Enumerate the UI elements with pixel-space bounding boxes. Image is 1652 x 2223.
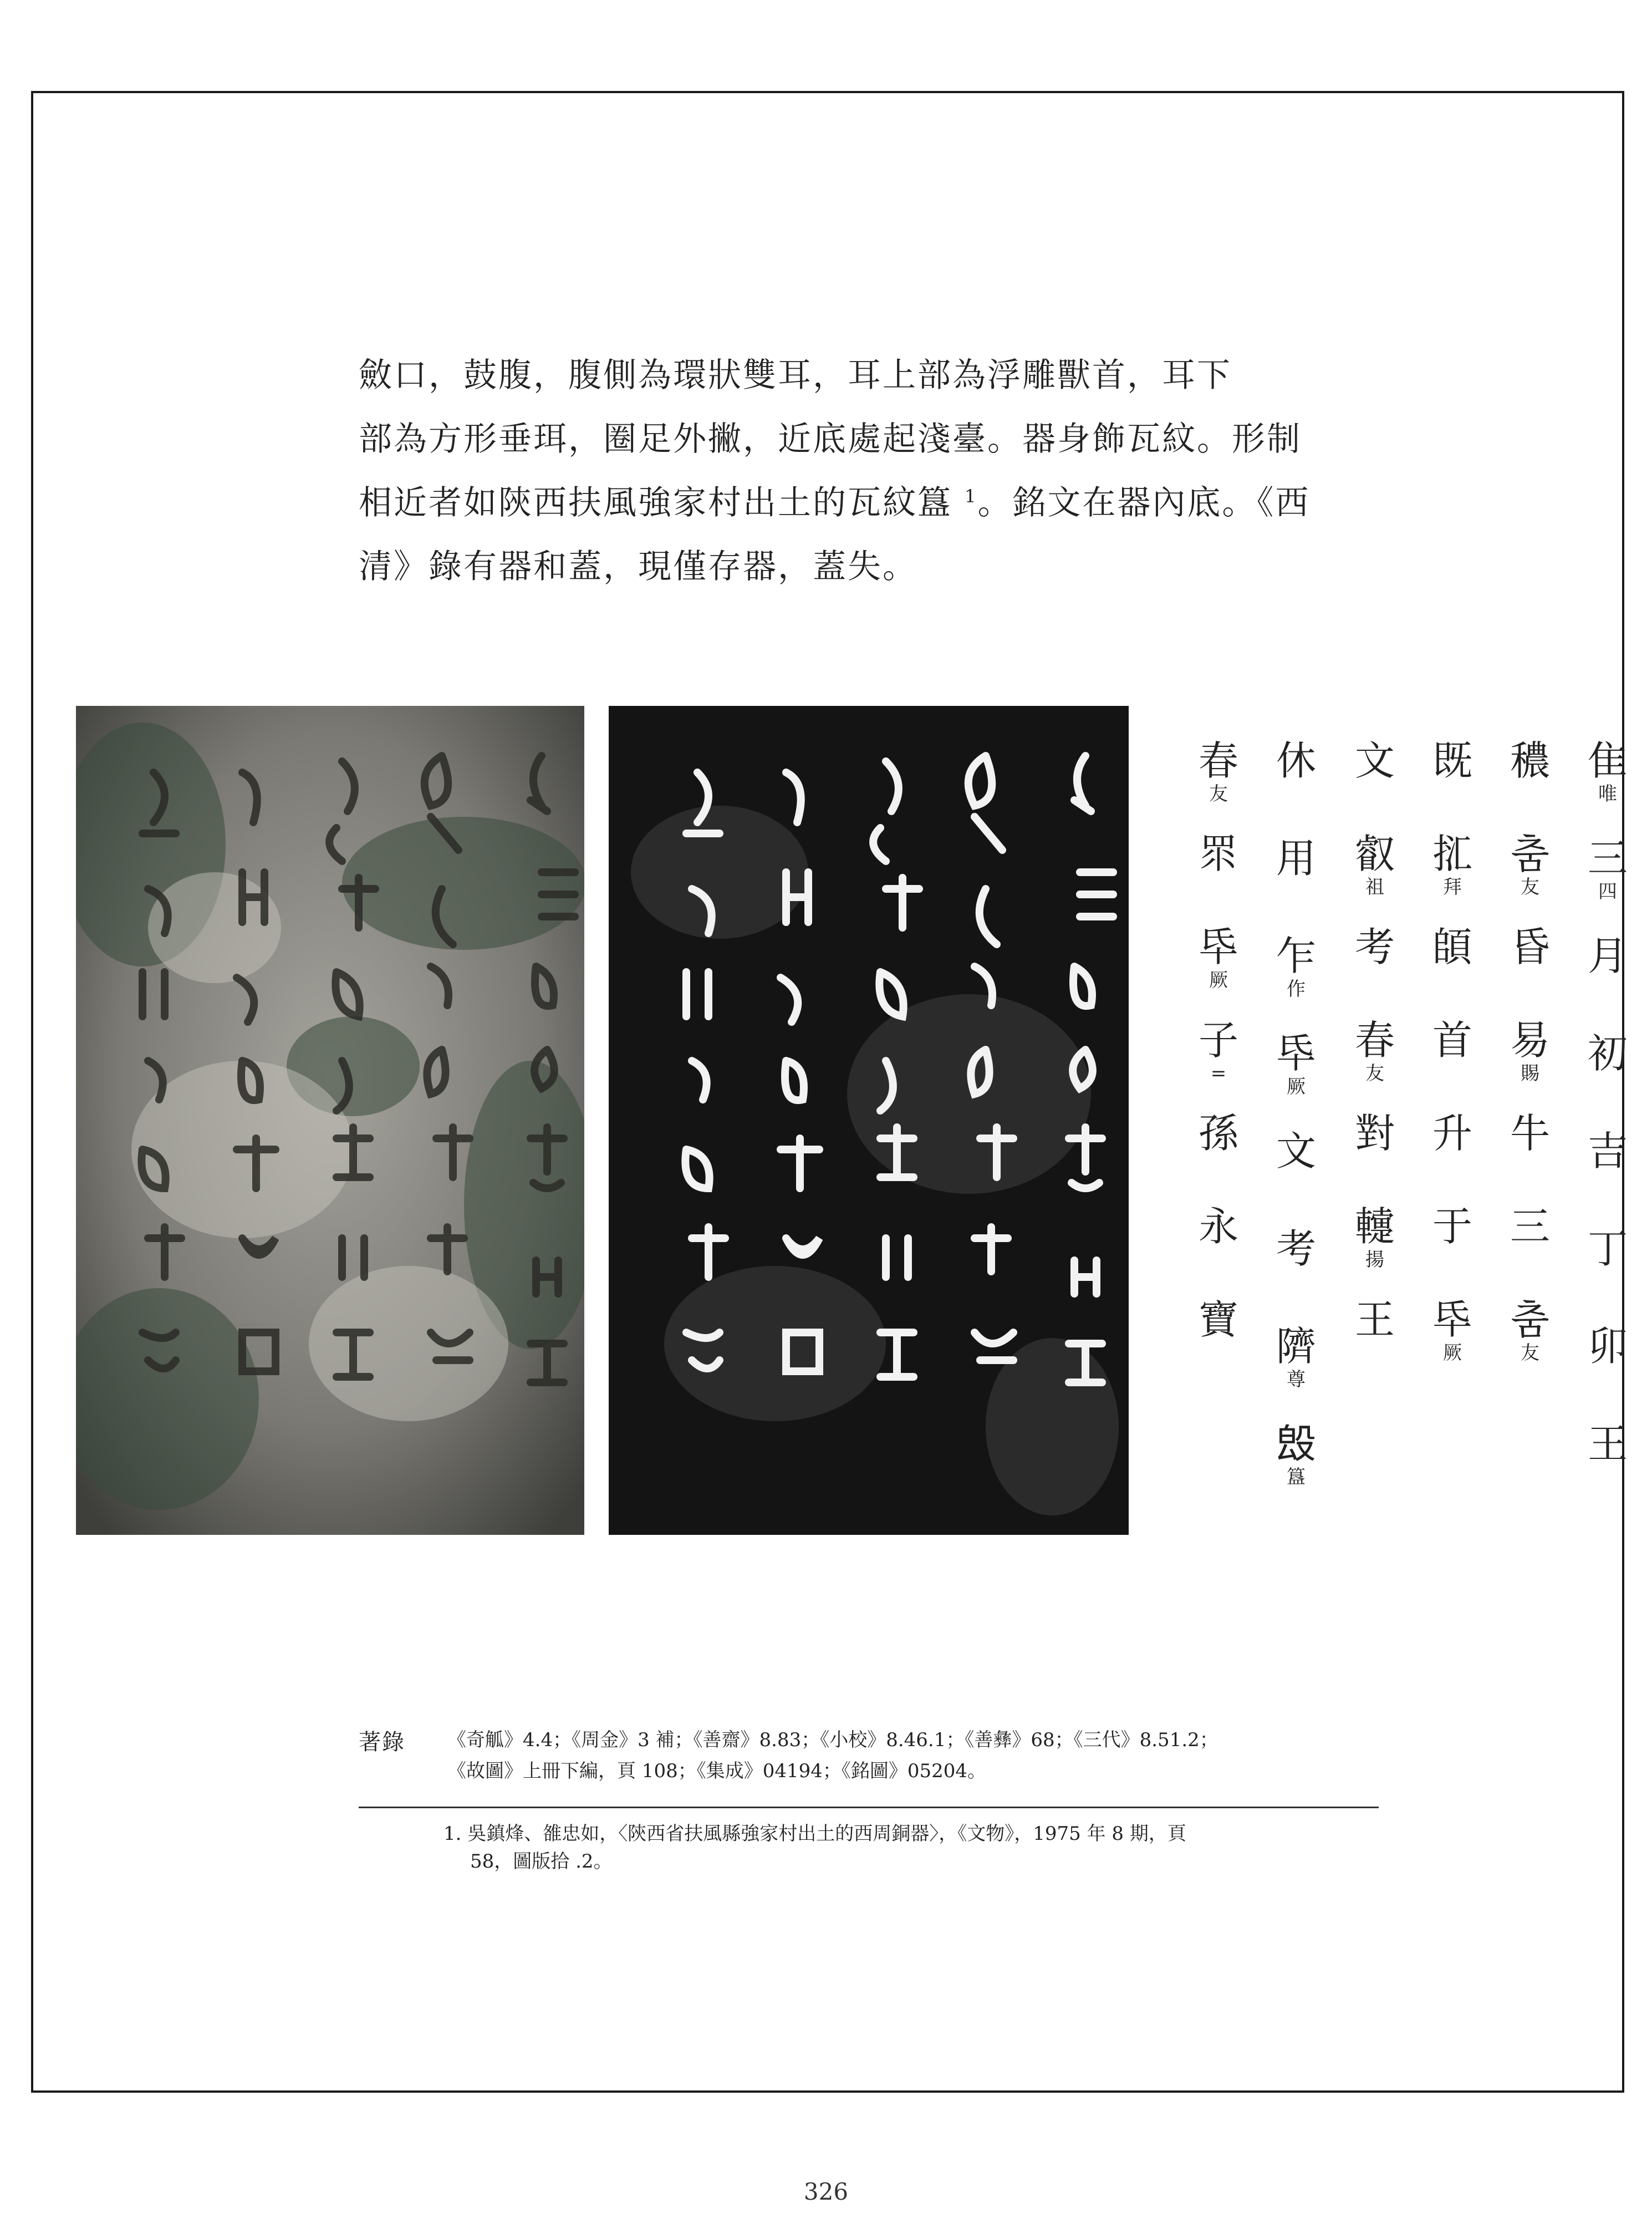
transcription-character: 氒 [1198,924,1238,970]
transcription-annotation: 拜 [1443,876,1462,898]
transcription-annotation: 賜 [1521,1062,1539,1085]
catalog-entry-line: 《奇觚》4.4；《周金》3 補；《善齋》8.83；《小校》8.46.1；《善彝》68；《三代》8.51.2； [447,1729,1218,1751]
transcription-annotation: 友 [1521,876,1539,898]
transcription-character: 王 [1354,1296,1395,1343]
page-number: 326 [803,2178,849,2205]
intro-line [359,408,1379,471]
transcription-character: 休 [1276,737,1316,784]
intro-line [359,471,1379,535]
transcription-character: 考 [1354,924,1395,970]
intro-paragraph [359,344,1379,599]
catalog-entry-line: 《故圖》上冊下編，頁 108；《集成》04194；《銘圖》05204。 [447,1760,987,1782]
transcription-character: 考 [1276,1225,1316,1272]
transcription-character: 丁 [1587,1225,1628,1272]
transcription-character: 初 [1587,1030,1628,1077]
transcription-annotation: 唯 [1598,783,1617,805]
transcription-annotation: 友 [1521,1342,1539,1364]
transcription-annotation: 厥 [1287,1076,1306,1098]
transcription-character: 䡹 [1354,1203,1395,1250]
transcription-character: 寶 [1198,1296,1238,1343]
transcription-character: 春 [1198,737,1238,784]
transcription-character: 氒 [1276,1030,1316,1077]
transcription-character: 㧟 [1432,831,1472,877]
transcription-character: 춤 [1511,1296,1549,1343]
transcription-annotation: 厥 [1443,1342,1462,1364]
transcription-annotation: 作 [1287,978,1306,1000]
transcription-character: 子 [1198,1017,1238,1064]
transcription-character: 春 [1354,1017,1395,1064]
transcription-character: 乍 [1276,933,1316,979]
intro-line: 清》錄有器和蓋，現僅存器，蓋失。 [359,547,917,586]
transcription-character: 叡 [1354,831,1395,877]
transcription-annotation: 四 [1598,881,1617,903]
bronze-inscription-photo [76,706,584,1535]
transcription-character: 穠 [1510,737,1550,784]
transcription-annotation: 尊 [1287,1369,1306,1391]
transcription-character: 昏 [1510,924,1550,970]
transcription-character: 牛 [1510,1110,1550,1157]
transcription-character: 永 [1198,1203,1238,1250]
transcription-character: 三 [1587,835,1628,882]
transcription-character: 吉 [1587,1128,1628,1174]
transcription-character: 隮 [1276,1323,1316,1370]
footnote [443,1820,1380,1875]
transcription-character: 三 [1510,1203,1550,1250]
transcription-character: 𣪕 [1276,1421,1316,1467]
footnote-reference[interactable]: 1 [965,486,978,507]
footnote-divider [359,1807,1379,1808]
transcription-character: 眔 [1198,831,1238,877]
inscription-rubbing-photo [609,706,1129,1535]
transcription-character: 卯 [1587,1323,1628,1370]
transcription-character: 王 [1587,1421,1628,1467]
transcription-character: 首 [1432,1017,1472,1064]
intro-line: 斂口，鼓腹，腹側為環狀雙耳，耳上部為浮雕獸首，耳下 [359,356,1232,395]
transcription-character: 孫 [1198,1110,1238,1157]
transcription-annotation: 揚 [1365,1249,1384,1271]
transcription-character: 頧 [1432,924,1472,970]
footnote-line: 58，圖版拾 .2。 [470,1850,613,1873]
transcription-character: 氒 [1432,1296,1472,1343]
transcription-annotation: 祖 [1365,876,1384,898]
transcription-character: 既 [1432,737,1472,784]
catalog-label: 著錄 [359,1729,405,1755]
transcription-character: 隹 [1587,737,1628,784]
transcription-annotation: = [1210,1062,1227,1085]
inscription-transcription [1142,737,1628,1525]
transcription-character: 文 [1276,1128,1316,1174]
intro-line-text: 部為方形垂珥，圈足外撇，近底處起淺臺。器身飾瓦紋。形制 [359,420,1302,459]
transcription-annotation: 厥 [1209,969,1228,991]
transcription-character: 月 [1587,933,1628,979]
footnote-line: 1. 吳鎮烽、雒忠如，〈陝西省扶風縣強家村出土的西周銅器〉，《文物》，1975 年 8 期，頁 [443,1823,1186,1845]
inscription-rubbing-image [609,706,1129,1535]
transcription-character: 文 [1354,737,1395,784]
transcription-annotation: 友 [1209,783,1228,805]
transcription-character: 升 [1432,1110,1472,1157]
transcription-character: 易 [1510,1017,1550,1064]
bronze-inscription-image [76,706,584,1535]
transcription-annotation: 友 [1365,1062,1384,1085]
intro-line-text: 相近者如陝西扶風強家村出土的瓦紋簋 [359,484,952,522]
transcription-character: 對 [1354,1110,1395,1157]
transcription-annotation: 簋 [1287,1466,1306,1488]
transcription-character: 춤 [1511,831,1549,877]
intro-line-text: 。銘文在器內底。《西 [977,484,1311,522]
transcription-character: 于 [1432,1203,1472,1250]
transcription-character: 用 [1276,835,1316,882]
